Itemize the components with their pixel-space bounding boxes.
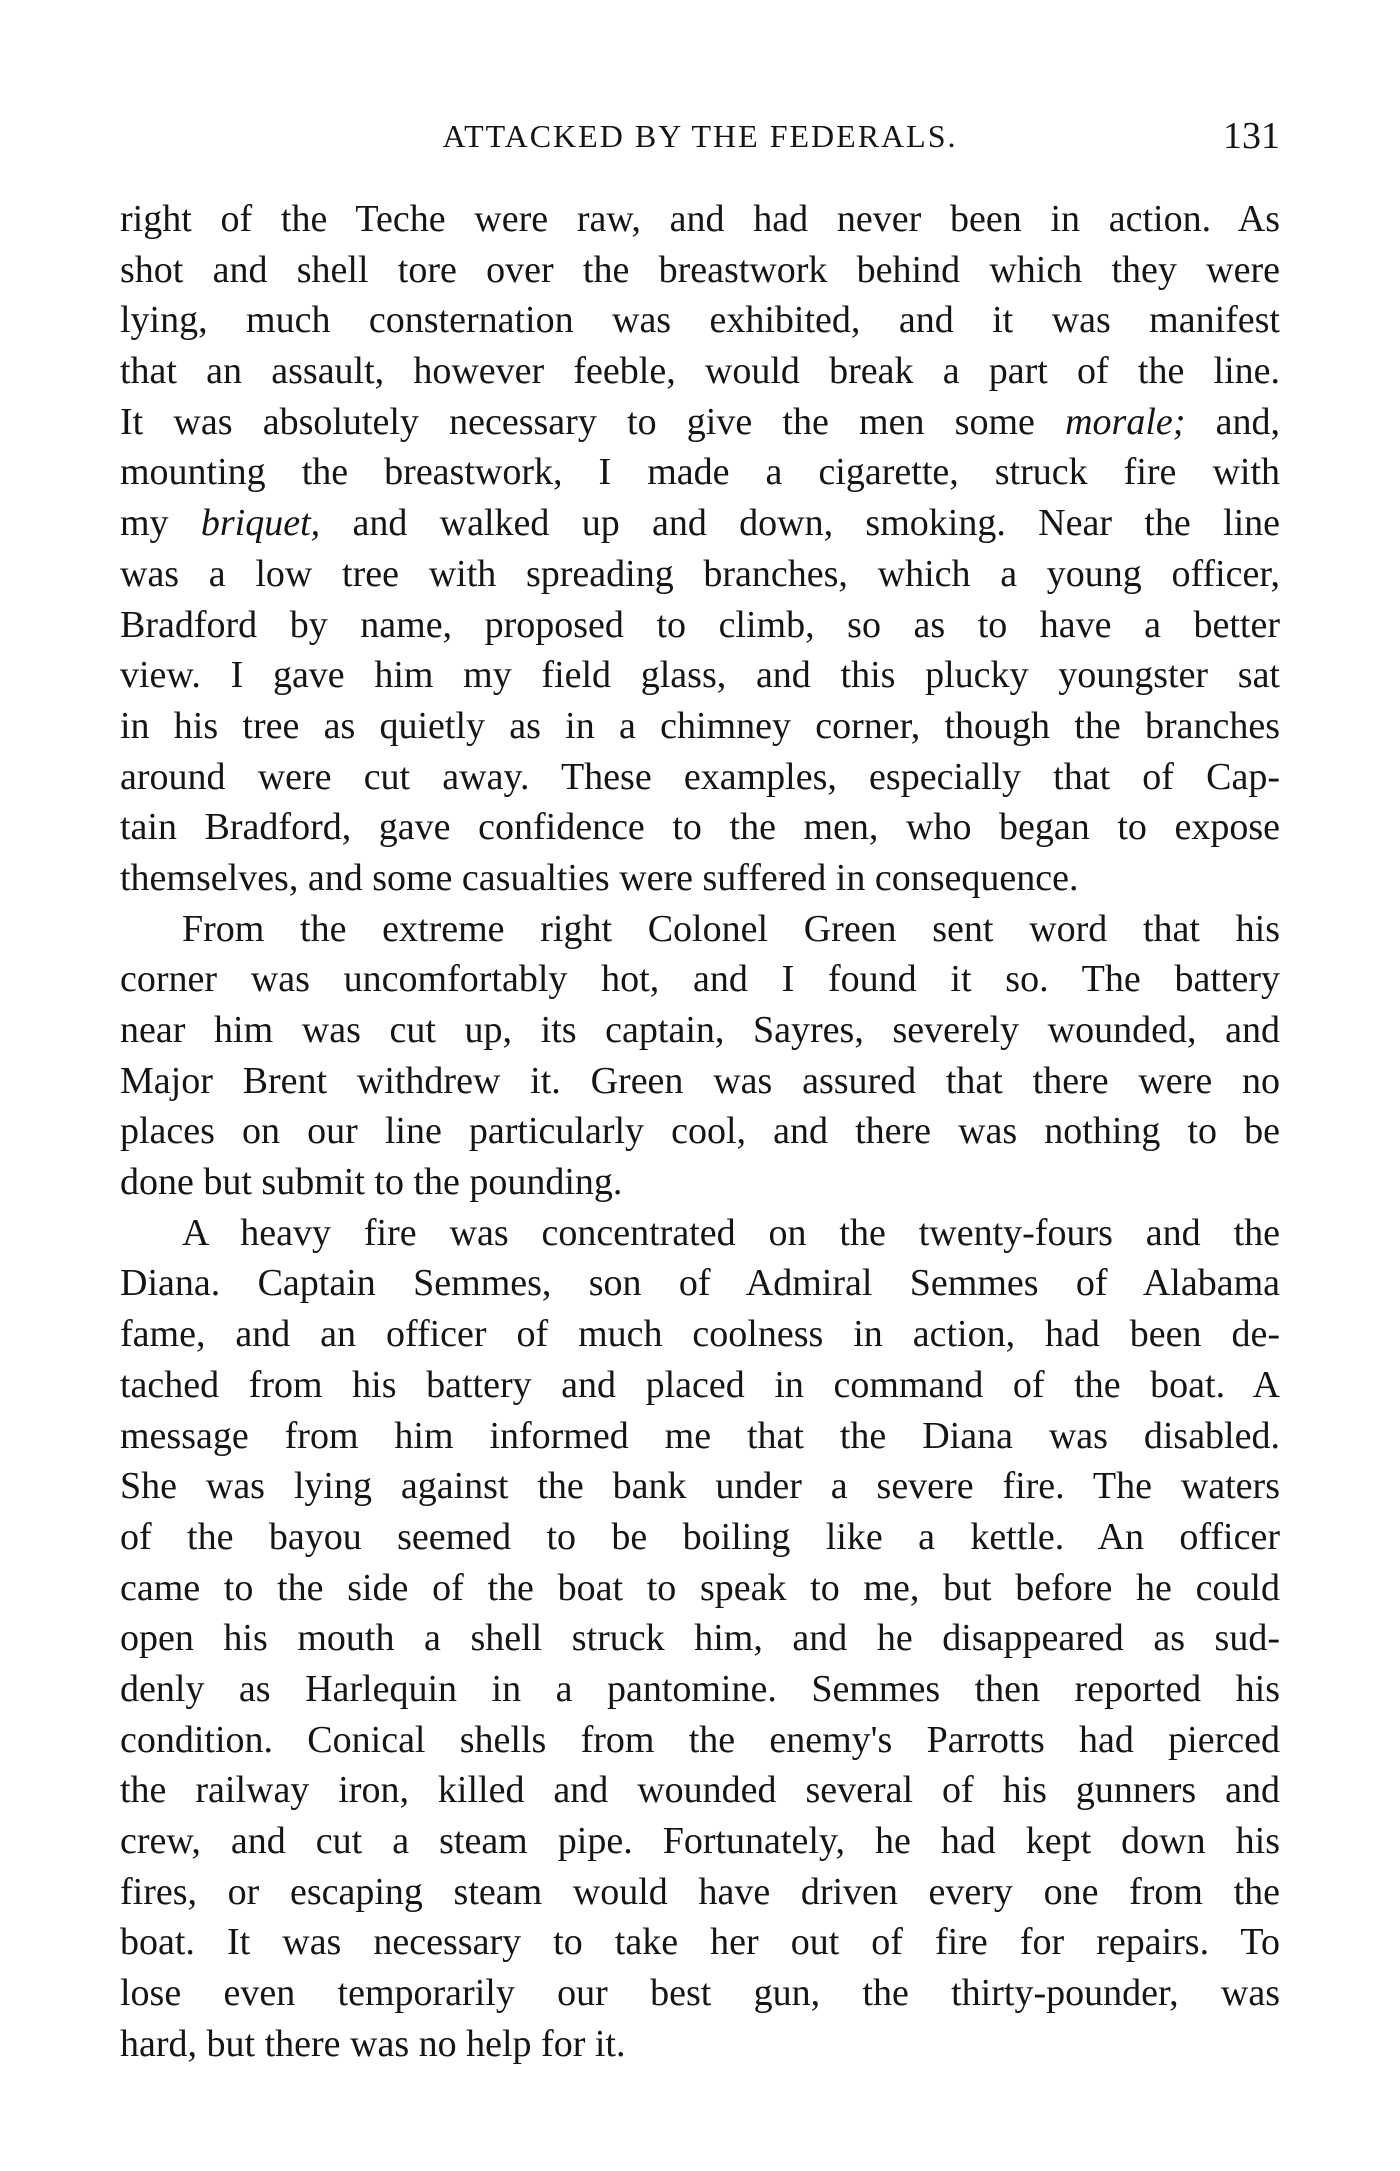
- text-line: crew, and cut a steam pipe. Fortunately, he had kept down his: [120, 1820, 1280, 1862]
- text-line: She was lying against the bank under a severe fire. The waters: [120, 1465, 1280, 1508]
- text-line: the railway iron, killed and wounded several of his gunners and: [120, 1769, 1280, 1812]
- paragraph: [120, 194, 1280, 904]
- text-line: lose even temporarily our best gun, the thirty-pounder, was: [120, 1972, 1280, 2015]
- text-line: mounting the breastwork, I made a cigarette, struck fire with: [120, 451, 1280, 494]
- text-line: Bradford by name, proposed to climb, so as to have a better: [120, 603, 1280, 646]
- text-line: fame, and an officer of much coolness in action, had been de-: [120, 1313, 1280, 1356]
- text-line: hard, but there was no help for it.: [120, 2022, 626, 2065]
- text-line: From the extreme right Colonel Green sent word that his: [182, 907, 1280, 950]
- text-line: tached from his battery and placed in command of the boat. A: [120, 1363, 1280, 1406]
- text-line: of the bayou seemed to be boiling like a kettle. An officer: [120, 1515, 1280, 1558]
- text-line: came to the side of the boat to speak to me, but before he could: [120, 1566, 1280, 1609]
- text-line: that an assault, however feeble, would break a part of the line.: [120, 350, 1280, 393]
- text-line: right of the Teche were raw, and had never been in action. As: [120, 198, 1280, 240]
- text-line: It was absolutely necessary to give the men some morale; and,: [120, 400, 1280, 443]
- text-line: message from him informed me that the Diana was disabled.: [120, 1414, 1280, 1457]
- text-line: open his mouth a shell struck him, and he disappeared as sud-: [120, 1617, 1280, 1660]
- text-line: shot and shell tore over the breastwork behind which they were: [120, 248, 1280, 291]
- text-line: Diana. Captain Semmes, son of Admiral Semmes of Alabama: [120, 1262, 1280, 1305]
- text-line: done but submit to the pounding.: [120, 1161, 623, 1204]
- text-line: near him was cut up, its captain, Sayres, severely wounded, and: [120, 1009, 1280, 1051]
- text-line: tain Bradford, gave confidence to the men, who began to expose: [120, 806, 1280, 849]
- text-line: themselves, and some casualties were suffered in consequence.: [120, 856, 1079, 899]
- body-text: [120, 194, 1280, 2069]
- running-title: ATTACKED BY THE FEDERALS.: [442, 118, 958, 154]
- text-line: fires, or escaping steam would have driven every one from the: [120, 1870, 1280, 1913]
- italic-word: morale;: [1065, 400, 1186, 443]
- text-line: corner was uncomfortably hot, and I found it so. The battery: [120, 958, 1280, 1001]
- text-line: in his tree as quietly as in a chimney corner, though the branches: [120, 704, 1280, 747]
- text-line: lying, much consternation was exhibited, and it was manifest: [120, 299, 1280, 342]
- text-line: places on our line particularly cool, and there was nothing to be: [120, 1110, 1280, 1153]
- text-line: was a low tree with spreading branches, which a young officer,: [120, 552, 1280, 595]
- page-number: 131: [1223, 115, 1280, 157]
- text-line: denly as Harlequin in a pantomine. Semmes then reported his: [120, 1667, 1280, 1710]
- text-line: boat. It was necessary to take her out of fire for repairs. To: [120, 1921, 1280, 1964]
- text-line: my briquet, and walked up and down, smoking. Near the line: [120, 502, 1280, 545]
- text-line: around were cut away. These examples, especially that of Cap-: [120, 755, 1280, 798]
- text-line: A heavy fire was concentrated on the twenty-fours and the: [182, 1211, 1280, 1254]
- italic-word: briquet,: [200, 502, 321, 545]
- paragraph: [120, 904, 1280, 1208]
- running-head: [120, 112, 1280, 172]
- paragraph: [120, 1208, 1280, 2070]
- text-line: condition. Conical shells from the enemy's Parrotts had pierced: [120, 1718, 1280, 1761]
- text-line: Major Brent withdrew it. Green was assured that there were no: [120, 1059, 1280, 1102]
- text-line: view. I gave him my field glass, and this plucky youngster sat: [120, 654, 1280, 697]
